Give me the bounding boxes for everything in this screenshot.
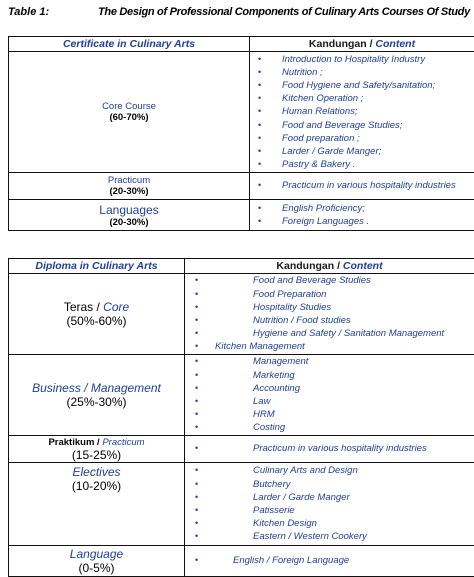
- list-item: • Eastern / Western Cookery: [185, 530, 474, 543]
- list-item: • Management: [185, 355, 474, 368]
- table-row: [9, 355, 474, 436]
- certificate-practicum-cell: [9, 173, 250, 200]
- list-item: • Kitchen Management: [185, 340, 474, 353]
- list-item: • Food preparation ;: [250, 132, 474, 145]
- diploma-practicum-cell: [9, 436, 185, 463]
- table-row: [9, 200, 474, 231]
- certificate-practicum-percent: (20-30%): [9, 186, 249, 197]
- list-item: • Practicum in various hospitality industries: [185, 442, 474, 455]
- list-item: • English Proficiency;: [250, 202, 474, 215]
- list-item: • HRM: [185, 408, 474, 421]
- list-item: • Food and Beverage Studies: [185, 274, 474, 287]
- list-item: • English / Foreign Language: [185, 554, 474, 567]
- list-item: • Nutrition / Food studies: [185, 314, 474, 327]
- diploma-business-percent: (25%-30%): [9, 395, 184, 409]
- list-item: • Food Preparation: [185, 288, 474, 301]
- list-item: • Food Hygiene and Safety/sanitation;: [250, 79, 474, 92]
- diploma-core-items: [185, 274, 474, 355]
- diploma-language-items: [185, 546, 474, 577]
- table-row: [9, 52, 474, 173]
- diploma-language-percent: (0-5%): [9, 561, 184, 575]
- diploma-electives-items: [185, 463, 474, 546]
- diploma-business-name: Business / Management: [9, 381, 184, 395]
- certificate-languages-name: Languages: [9, 203, 249, 217]
- certificate-practicum-name: Practicum: [9, 175, 249, 186]
- certificate-core-percent: (60-70%): [9, 112, 249, 123]
- diploma-business-items: [185, 355, 474, 436]
- list-item: • Culinary Arts and Design: [185, 464, 474, 477]
- list-item: • Human Relations;: [250, 105, 474, 118]
- table-row: [9, 274, 474, 355]
- list-item: • Foreign Languages .: [250, 215, 474, 228]
- diploma-business-cell: [9, 355, 185, 436]
- diploma-practicum-name: Praktikum / Practicum: [9, 437, 184, 448]
- diploma-language-cell: [9, 546, 185, 577]
- certificate-languages-items: [250, 200, 474, 231]
- certificate-table: [8, 36, 474, 231]
- table-row: [9, 173, 474, 200]
- table-label: Table 1:: [8, 6, 49, 18]
- list-item: • Hospitality Studies: [185, 301, 474, 314]
- diploma-electives-cell: [9, 463, 185, 546]
- diploma-header-right: Kandungan / Content: [185, 259, 474, 274]
- list-item: • Law: [185, 395, 474, 408]
- diploma-core-percent: (50%-60%): [9, 314, 184, 328]
- table-caption: The Design of Professional Components of Culinary Arts Courses Of Study: [98, 6, 470, 18]
- diploma-language-name: Language: [9, 547, 184, 561]
- certificate-header-left: Certificate in Culinary Arts: [9, 37, 250, 52]
- list-item: • Kitchen Operation ;: [250, 92, 474, 105]
- list-item: • Introduction to Hospitality Industry: [250, 53, 474, 66]
- diploma-core-cell: [9, 274, 185, 355]
- diploma-header-row: [9, 259, 474, 274]
- list-item: • Practicum in various hospitality industries: [250, 179, 474, 192]
- certificate-core-cell: [9, 52, 250, 173]
- diploma-practicum-items: [185, 436, 474, 463]
- table-row: [9, 436, 474, 463]
- list-item: • Hygiene and Safety / Sanitation Management: [185, 327, 474, 340]
- table-title: [8, 3, 474, 19]
- diploma-core-name: Teras / Core: [9, 300, 184, 314]
- certificate-languages-percent: (20-30%): [9, 217, 249, 228]
- list-item: • Nutrition ;: [250, 66, 474, 79]
- table-row: [9, 463, 474, 546]
- diploma-electives-percent: (10-20%): [9, 479, 184, 493]
- certificate-core-name: Core Course: [9, 101, 249, 112]
- certificate-languages-cell: [9, 200, 250, 231]
- list-item: • Accounting: [185, 382, 474, 395]
- diploma-header-left: Diploma in Culinary Arts: [9, 259, 185, 274]
- list-item: • Kitchen Design: [185, 517, 474, 530]
- list-item: • Food and Beverage Studies;: [250, 119, 474, 132]
- table-row: [9, 546, 474, 577]
- certificate-core-items: [250, 52, 474, 173]
- diploma-electives-name: Electives: [9, 465, 184, 479]
- list-item: • Pastry & Bakery .: [250, 158, 474, 171]
- list-item: • Marketing: [185, 369, 474, 382]
- certificate-header-right: Kandungan / Content: [250, 37, 474, 52]
- list-item: • Butchery: [185, 478, 474, 491]
- certificate-header-row: [9, 37, 474, 52]
- list-item: • Costing: [185, 421, 474, 434]
- certificate-practicum-items: [250, 173, 474, 200]
- diploma-practicum-percent: (15-25%): [9, 448, 184, 462]
- diploma-table: [8, 258, 474, 577]
- list-item: • Larder / Garde Manger: [185, 491, 474, 504]
- list-item: • Patisserie: [185, 504, 474, 517]
- list-item: • Larder / Garde Manger;: [250, 145, 474, 158]
